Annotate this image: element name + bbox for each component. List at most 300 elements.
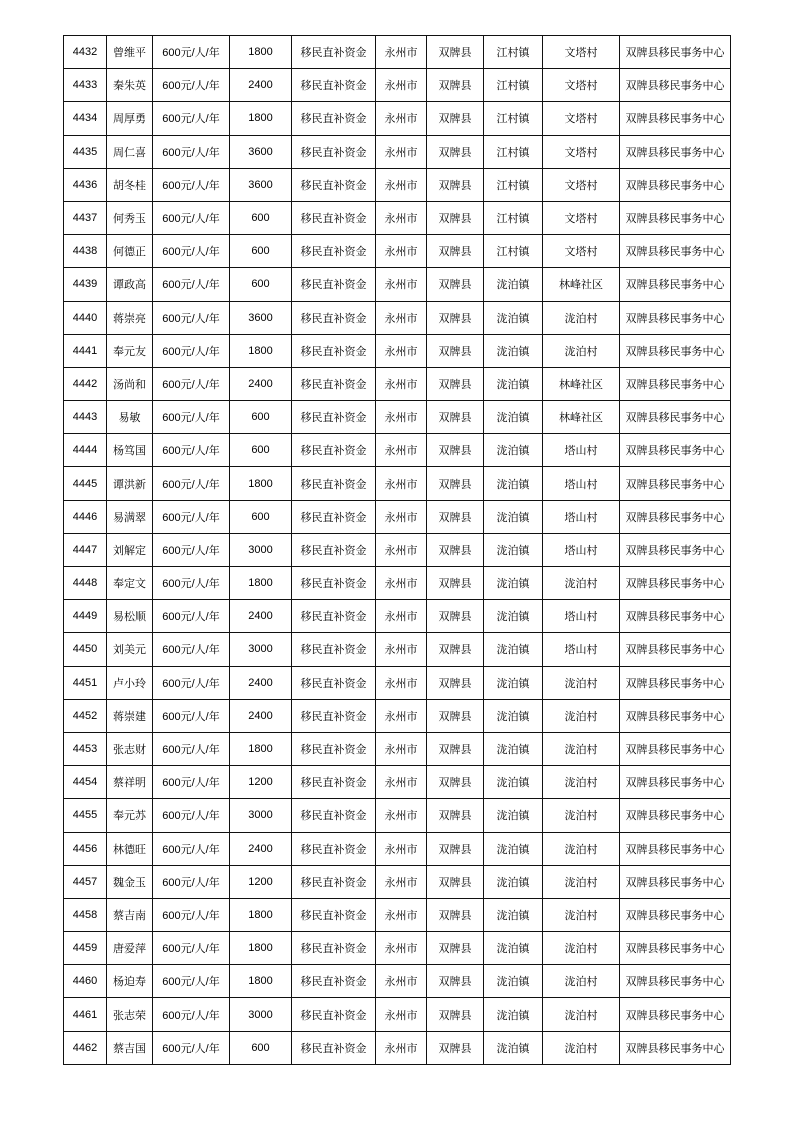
county-cell: 双牌县 [427,434,484,467]
county-cell: 双牌县 [427,600,484,633]
name-cell: 胡冬桂 [107,168,153,201]
amount-cell: 1800 [230,334,292,367]
village-cell: 泷泊村 [543,732,620,765]
table-row [64,367,731,400]
subsidy-rate-cell: 600元/人/年 [153,268,230,301]
town-cell: 泷泊镇 [484,500,543,533]
table-row [64,965,731,998]
city-cell: 永州市 [376,500,427,533]
table-row [64,268,731,301]
record-number-cell: 4455 [64,799,107,832]
amount-cell: 3000 [230,633,292,666]
table-row [64,832,731,865]
city-cell: 永州市 [376,799,427,832]
fund-type-cell: 移民直补资金 [292,301,376,334]
village-cell: 泷泊村 [543,832,620,865]
table-row [64,633,731,666]
amount-cell: 2400 [230,832,292,865]
city-cell: 永州市 [376,766,427,799]
fund-type-cell: 移民直补资金 [292,832,376,865]
city-cell: 永州市 [376,36,427,69]
name-cell: 蔡吉南 [107,898,153,931]
amount-cell: 1800 [230,932,292,965]
name-cell: 奉元苏 [107,799,153,832]
record-number-cell: 4436 [64,168,107,201]
issuing-agency-cell: 双牌县移民事务中心 [620,334,731,367]
town-cell: 泷泊镇 [484,832,543,865]
table-row [64,301,731,334]
county-cell: 双牌县 [427,699,484,732]
subsidy-rate-cell: 600元/人/年 [153,600,230,633]
name-cell: 周厚勇 [107,102,153,135]
record-number-cell: 4442 [64,367,107,400]
record-number-cell: 4438 [64,235,107,268]
city-cell: 永州市 [376,301,427,334]
village-cell: 泷泊村 [543,932,620,965]
city-cell: 永州市 [376,732,427,765]
name-cell: 蔡祥明 [107,766,153,799]
fund-type-cell: 移民直补资金 [292,998,376,1031]
fund-type-cell: 移民直补资金 [292,168,376,201]
table-row [64,401,731,434]
name-cell: 汤尚和 [107,367,153,400]
name-cell: 何德正 [107,235,153,268]
fund-type-cell: 移民直补资金 [292,401,376,434]
fund-type-cell: 移民直补资金 [292,135,376,168]
fund-type-cell: 移民直补资金 [292,699,376,732]
table-row [64,766,731,799]
town-cell: 江村镇 [484,69,543,102]
table-row [64,799,731,832]
issuing-agency-cell: 双牌县移民事务中心 [620,401,731,434]
table-row [64,69,731,102]
town-cell: 泷泊镇 [484,932,543,965]
amount-cell: 3000 [230,998,292,1031]
table-row [64,235,731,268]
subsidy-rate-cell: 600元/人/年 [153,732,230,765]
issuing-agency-cell: 双牌县移民事务中心 [620,965,731,998]
village-cell: 文塔村 [543,135,620,168]
subsidy-rate-cell: 600元/人/年 [153,201,230,234]
name-cell: 张志荣 [107,998,153,1031]
county-cell: 双牌县 [427,567,484,600]
city-cell: 永州市 [376,168,427,201]
town-cell: 江村镇 [484,135,543,168]
table-row [64,666,731,699]
amount-cell: 1800 [230,102,292,135]
amount-cell: 1800 [230,36,292,69]
issuing-agency-cell: 双牌县移民事务中心 [620,567,731,600]
record-number-cell: 4433 [64,69,107,102]
village-cell: 泷泊村 [543,766,620,799]
town-cell: 泷泊镇 [484,1031,543,1064]
record-number-cell: 4446 [64,500,107,533]
town-cell: 泷泊镇 [484,533,543,566]
table-row [64,467,731,500]
town-cell: 江村镇 [484,36,543,69]
issuing-agency-cell: 双牌县移民事务中心 [620,998,731,1031]
amount-cell: 3600 [230,135,292,168]
record-number-cell: 4462 [64,1031,107,1064]
village-cell: 泷泊村 [543,666,620,699]
record-number-cell: 4457 [64,865,107,898]
town-cell: 泷泊镇 [484,301,543,334]
issuing-agency-cell: 双牌县移民事务中心 [620,766,731,799]
subsidy-rate-cell: 600元/人/年 [153,666,230,699]
city-cell: 永州市 [376,998,427,1031]
county-cell: 双牌县 [427,201,484,234]
city-cell: 永州市 [376,201,427,234]
subsidy-rate-cell: 600元/人/年 [153,102,230,135]
name-cell: 唐爱萍 [107,932,153,965]
city-cell: 永州市 [376,235,427,268]
name-cell: 秦朱英 [107,69,153,102]
name-cell: 曾维平 [107,36,153,69]
county-cell: 双牌县 [427,865,484,898]
village-cell: 泷泊村 [543,998,620,1031]
city-cell: 永州市 [376,567,427,600]
fund-type-cell: 移民直补资金 [292,102,376,135]
amount-cell: 600 [230,434,292,467]
subsidy-rate-cell: 600元/人/年 [153,168,230,201]
county-cell: 双牌县 [427,799,484,832]
issuing-agency-cell: 双牌县移民事务中心 [620,932,731,965]
village-cell: 塔山村 [543,467,620,500]
table-row [64,334,731,367]
record-number-cell: 4454 [64,766,107,799]
subsidy-rate-cell: 600元/人/年 [153,135,230,168]
town-cell: 江村镇 [484,201,543,234]
amount-cell: 1800 [230,467,292,500]
issuing-agency-cell: 双牌县移民事务中心 [620,732,731,765]
fund-type-cell: 移民直补资金 [292,36,376,69]
village-cell: 文塔村 [543,201,620,234]
town-cell: 泷泊镇 [484,467,543,500]
city-cell: 永州市 [376,102,427,135]
table-row [64,168,731,201]
county-cell: 双牌县 [427,334,484,367]
town-cell: 泷泊镇 [484,998,543,1031]
record-number-cell: 4440 [64,301,107,334]
amount-cell: 2400 [230,666,292,699]
town-cell: 泷泊镇 [484,799,543,832]
county-cell: 双牌县 [427,367,484,400]
village-cell: 塔山村 [543,533,620,566]
fund-type-cell: 移民直补资金 [292,732,376,765]
county-cell: 双牌县 [427,932,484,965]
county-cell: 双牌县 [427,235,484,268]
subsidy-rate-cell: 600元/人/年 [153,500,230,533]
issuing-agency-cell: 双牌县移民事务中心 [620,600,731,633]
county-cell: 双牌县 [427,135,484,168]
county-cell: 双牌县 [427,36,484,69]
town-cell: 泷泊镇 [484,434,543,467]
city-cell: 永州市 [376,832,427,865]
issuing-agency-cell: 双牌县移民事务中心 [620,832,731,865]
name-cell: 易松顺 [107,600,153,633]
issuing-agency-cell: 双牌县移民事务中心 [620,666,731,699]
table-row [64,567,731,600]
county-cell: 双牌县 [427,69,484,102]
fund-type-cell: 移民直补资金 [292,932,376,965]
amount-cell: 2400 [230,367,292,400]
issuing-agency-cell: 双牌县移民事务中心 [620,201,731,234]
name-cell: 杨迫寿 [107,965,153,998]
record-number-cell: 4456 [64,832,107,865]
city-cell: 永州市 [376,69,427,102]
table-row [64,600,731,633]
name-cell: 谭洪新 [107,467,153,500]
name-cell: 蒋崇建 [107,699,153,732]
table-row [64,932,731,965]
fund-type-cell: 移民直补资金 [292,1031,376,1064]
table-row [64,898,731,931]
subsidy-rate-cell: 600元/人/年 [153,965,230,998]
county-cell: 双牌县 [427,301,484,334]
county-cell: 双牌县 [427,998,484,1031]
record-number-cell: 4443 [64,401,107,434]
city-cell: 永州市 [376,666,427,699]
city-cell: 永州市 [376,865,427,898]
subsidy-rate-cell: 600元/人/年 [153,932,230,965]
amount-cell: 2400 [230,699,292,732]
city-cell: 永州市 [376,401,427,434]
name-cell: 蔡吉国 [107,1031,153,1064]
fund-type-cell: 移民直补资金 [292,600,376,633]
subsidy-rate-cell: 600元/人/年 [153,832,230,865]
city-cell: 永州市 [376,965,427,998]
village-cell: 泷泊村 [543,567,620,600]
subsidy-rate-cell: 600元/人/年 [153,434,230,467]
name-cell: 刘美元 [107,633,153,666]
county-cell: 双牌县 [427,500,484,533]
amount-cell: 3600 [230,301,292,334]
record-number-cell: 4449 [64,600,107,633]
issuing-agency-cell: 双牌县移民事务中心 [620,36,731,69]
name-cell: 谭政高 [107,268,153,301]
county-cell: 双牌县 [427,401,484,434]
issuing-agency-cell: 双牌县移民事务中心 [620,301,731,334]
village-cell: 泷泊村 [543,965,620,998]
subsidy-rate-cell: 600元/人/年 [153,898,230,931]
town-cell: 江村镇 [484,168,543,201]
county-cell: 双牌县 [427,533,484,566]
village-cell: 泷泊村 [543,1031,620,1064]
town-cell: 泷泊镇 [484,766,543,799]
issuing-agency-cell: 双牌县移民事务中心 [620,235,731,268]
city-cell: 永州市 [376,699,427,732]
fund-type-cell: 移民直补资金 [292,201,376,234]
town-cell: 泷泊镇 [484,699,543,732]
city-cell: 永州市 [376,367,427,400]
county-cell: 双牌县 [427,832,484,865]
city-cell: 永州市 [376,1031,427,1064]
village-cell: 泷泊村 [543,699,620,732]
amount-cell: 1800 [230,732,292,765]
town-cell: 泷泊镇 [484,666,543,699]
record-number-cell: 4448 [64,567,107,600]
village-cell: 林峰社区 [543,401,620,434]
issuing-agency-cell: 双牌县移民事务中心 [620,533,731,566]
town-cell: 泷泊镇 [484,401,543,434]
amount-cell: 600 [230,1031,292,1064]
amount-cell: 1800 [230,898,292,931]
fund-type-cell: 移民直补资金 [292,500,376,533]
county-cell: 双牌县 [427,467,484,500]
city-cell: 永州市 [376,434,427,467]
amount-cell: 3000 [230,799,292,832]
name-cell: 何秀玉 [107,201,153,234]
record-number-cell: 4450 [64,633,107,666]
name-cell: 魏金玉 [107,865,153,898]
city-cell: 永州市 [376,268,427,301]
record-number-cell: 4432 [64,36,107,69]
village-cell: 泷泊村 [543,865,620,898]
city-cell: 永州市 [376,135,427,168]
table-row [64,998,731,1031]
fund-type-cell: 移民直补资金 [292,367,376,400]
county-cell: 双牌县 [427,102,484,135]
issuing-agency-cell: 双牌县移民事务中心 [620,467,731,500]
village-cell: 泷泊村 [543,799,620,832]
subsidy-rate-cell: 600元/人/年 [153,865,230,898]
record-number-cell: 4439 [64,268,107,301]
name-cell: 易满翠 [107,500,153,533]
issuing-agency-cell: 双牌县移民事务中心 [620,268,731,301]
table-row [64,533,731,566]
city-cell: 永州市 [376,633,427,666]
fund-type-cell: 移民直补资金 [292,633,376,666]
table-row [64,1031,731,1064]
subsidy-rate-cell: 600元/人/年 [153,467,230,500]
town-cell: 泷泊镇 [484,965,543,998]
issuing-agency-cell: 双牌县移民事务中心 [620,500,731,533]
name-cell: 卢小玲 [107,666,153,699]
issuing-agency-cell: 双牌县移民事务中心 [620,799,731,832]
table-row [64,36,731,69]
village-cell: 林峰社区 [543,367,620,400]
subsidy-roster-table [63,35,731,1065]
subsidy-rate-cell: 600元/人/年 [153,367,230,400]
subsidy-rate-cell: 600元/人/年 [153,334,230,367]
table-row [64,865,731,898]
county-cell: 双牌县 [427,268,484,301]
subsidy-rate-cell: 600元/人/年 [153,1031,230,1064]
record-number-cell: 4435 [64,135,107,168]
county-cell: 双牌县 [427,965,484,998]
subsidy-rate-cell: 600元/人/年 [153,36,230,69]
name-cell: 奉元友 [107,334,153,367]
issuing-agency-cell: 双牌县移民事务中心 [620,434,731,467]
name-cell: 林德旺 [107,832,153,865]
name-cell: 蒋崇亮 [107,301,153,334]
fund-type-cell: 移民直补资金 [292,567,376,600]
village-cell: 塔山村 [543,633,620,666]
record-number-cell: 4451 [64,666,107,699]
fund-type-cell: 移民直补资金 [292,766,376,799]
table-row [64,732,731,765]
village-cell: 文塔村 [543,69,620,102]
town-cell: 泷泊镇 [484,600,543,633]
village-cell: 泷泊村 [543,334,620,367]
village-cell: 泷泊村 [543,898,620,931]
village-cell: 文塔村 [543,168,620,201]
amount-cell: 3000 [230,533,292,566]
town-cell: 泷泊镇 [484,334,543,367]
record-number-cell: 4453 [64,732,107,765]
record-number-cell: 4441 [64,334,107,367]
county-cell: 双牌县 [427,732,484,765]
name-cell: 易敏 [107,401,153,434]
amount-cell: 2400 [230,69,292,102]
village-cell: 塔山村 [543,500,620,533]
city-cell: 永州市 [376,600,427,633]
amount-cell: 1800 [230,965,292,998]
name-cell: 奉定文 [107,567,153,600]
amount-cell: 1200 [230,766,292,799]
county-cell: 双牌县 [427,633,484,666]
fund-type-cell: 移民直补资金 [292,268,376,301]
fund-type-cell: 移民直补资金 [292,898,376,931]
fund-type-cell: 移民直补资金 [292,533,376,566]
issuing-agency-cell: 双牌县移民事务中心 [620,699,731,732]
amount-cell: 600 [230,500,292,533]
amount-cell: 600 [230,401,292,434]
county-cell: 双牌县 [427,766,484,799]
name-cell: 周仁喜 [107,135,153,168]
village-cell: 塔山村 [543,434,620,467]
fund-type-cell: 移民直补资金 [292,334,376,367]
county-cell: 双牌县 [427,666,484,699]
issuing-agency-cell: 双牌县移民事务中心 [620,102,731,135]
amount-cell: 600 [230,268,292,301]
record-number-cell: 4460 [64,965,107,998]
subsidy-rate-cell: 600元/人/年 [153,633,230,666]
fund-type-cell: 移民直补资金 [292,666,376,699]
record-number-cell: 4434 [64,102,107,135]
subsidy-rate-cell: 600元/人/年 [153,998,230,1031]
table-row [64,135,731,168]
amount-cell: 1200 [230,865,292,898]
village-cell: 文塔村 [543,36,620,69]
fund-type-cell: 移民直补资金 [292,467,376,500]
city-cell: 永州市 [376,533,427,566]
amount-cell: 600 [230,235,292,268]
city-cell: 永州市 [376,334,427,367]
city-cell: 永州市 [376,467,427,500]
village-cell: 泷泊村 [543,301,620,334]
record-number-cell: 4444 [64,434,107,467]
subsidy-rate-cell: 600元/人/年 [153,699,230,732]
subsidy-rate-cell: 600元/人/年 [153,567,230,600]
town-cell: 泷泊镇 [484,732,543,765]
record-number-cell: 4447 [64,533,107,566]
record-number-cell: 4459 [64,932,107,965]
subsidy-rate-cell: 600元/人/年 [153,533,230,566]
town-cell: 江村镇 [484,235,543,268]
county-cell: 双牌县 [427,898,484,931]
table-row [64,500,731,533]
fund-type-cell: 移民直补资金 [292,799,376,832]
issuing-agency-cell: 双牌县移民事务中心 [620,135,731,168]
table-row [64,434,731,467]
village-cell: 文塔村 [543,102,620,135]
record-number-cell: 4445 [64,467,107,500]
county-cell: 双牌县 [427,1031,484,1064]
issuing-agency-cell: 双牌县移民事务中心 [620,633,731,666]
town-cell: 泷泊镇 [484,898,543,931]
subsidy-rate-cell: 600元/人/年 [153,799,230,832]
